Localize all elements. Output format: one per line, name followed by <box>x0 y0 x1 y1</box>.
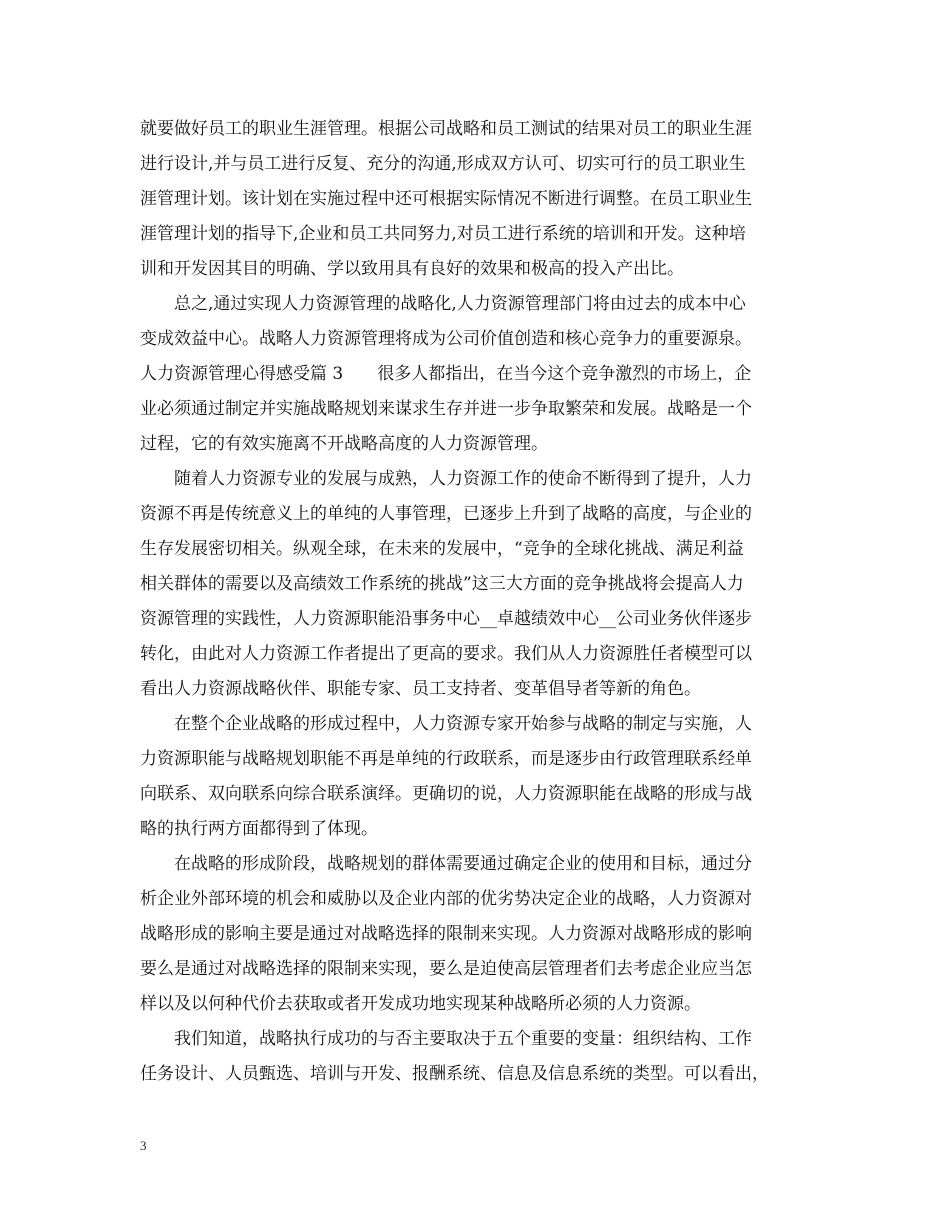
text-line: 在整个企业战略的形成过程中，人力资源专家开始参与战略的制定与实施，人 <box>174 714 752 734</box>
text-line: 进行设计,并与员工进行反复、充分的沟通,形成双方认可、切实可行的员工职业生 <box>140 154 746 174</box>
text-line: 涯管理计划。该计划在实施过程中还可根据实际情况不断进行调整。在员工职业生 <box>140 189 752 209</box>
text-line: 就要做好员工的职业生涯管理。根据公司战略和员工测试的结果对员工的职业生涯 <box>140 119 752 139</box>
text-line: 转化，由此对人力资源工作者提出了更高的要求。我们从人力资源胜任者模型可以 <box>140 644 752 664</box>
text-line: 生存发展密切相关。纵观全球，在未来的发展中，“竞争的全球化挑战、满足利益 <box>140 539 744 559</box>
text-line: 析企业外部环境的机会和威胁以及企业内部的优劣势决定企业的战略，人力资源对 <box>140 889 752 909</box>
text-line: 人力资源管理心得感受篇 3 很多人都指出，在当今这个竞争激烈的市场上，企 <box>140 364 752 384</box>
text-line: 总之,通过实现人力资源管理的战略化,人力资源管理部门将由过去的成本中心 <box>174 294 746 314</box>
text-line: 我们知道，战略执行成功的与否主要取决于五个重要的变量：组织结构、工作 <box>174 1029 752 1049</box>
page-number: 3 <box>140 1138 147 1153</box>
text-line: 变成效益中心。战略人力资源管理将成为公司价值创造和核心竞争力的重要源泉。 <box>140 329 752 349</box>
text-line: 在战略的形成阶段，战略规划的群体需要通过确定企业的使用和目标，通过分 <box>174 854 752 874</box>
text-line: 过程，它的有效实施离不开战略高度的人力资源管理。 <box>140 434 548 454</box>
text-line: 略的执行两方面都得到了体现。 <box>140 819 378 839</box>
text-line: 力资源职能与战略规划职能不再是单纯的行政联系，而是逐步由行政管理联系经单 <box>140 749 752 769</box>
text-line: 要么是通过对战略选择的限制来实现，要么是迫使高层管理者们去考虑企业应当怎 <box>140 959 752 979</box>
text-line: 相关群体的需要以及高绩效工作系统的挑战”这三大方面的竞争挑战将会提高人力 <box>140 574 744 594</box>
text-line: 资源管理的实践性，人力资源职能沿事务中心__卓越绩效中心__公司业务伙伴逐步 <box>140 609 752 629</box>
text-line: 战略形成的影响主要是通过对战略选择的限制来实现。人力资源对战略形成的影响 <box>140 924 752 944</box>
text-line: 资源不再是传统意义上的单纯的人事管理，已逐步上升到了战略的高度，与企业的 <box>140 504 752 524</box>
text-line: 样以及以何种代价去获取或者开发成功地实现某种战略所必须的人力资源。 <box>140 994 701 1014</box>
document-body <box>140 112 820 1092</box>
text-line: 看出人力资源战略伙伴、职能专家、员工支持者、变革倡导者等新的角色。 <box>140 679 701 699</box>
text-line: 训和开发因其目的明确、学以致用具有良好的效果和极高的投入产出比。 <box>140 259 684 279</box>
text-line: 随着人力资源专业的发展与成熟，人力资源工作的使命不断得到了提升，人力 <box>174 469 752 489</box>
text-line: 涯管理计划的指导下,企业和员工共同努力,对员工进行系统的培训和开发。这种培 <box>140 224 746 244</box>
text-line: 向联系、双向联系向综合联系演绎。更确切的说，人力资源职能在战略的形成与战 <box>140 784 752 804</box>
text-line: 业必须通过制定并实施战略规划来谋求生存并进一步争取繁荣和发展。战略是一个 <box>140 399 752 419</box>
text-line: 任务设计、人员甄选、培训与开发、报酬系统、信息及信息系统的类型。可以看出， <box>140 1064 769 1084</box>
